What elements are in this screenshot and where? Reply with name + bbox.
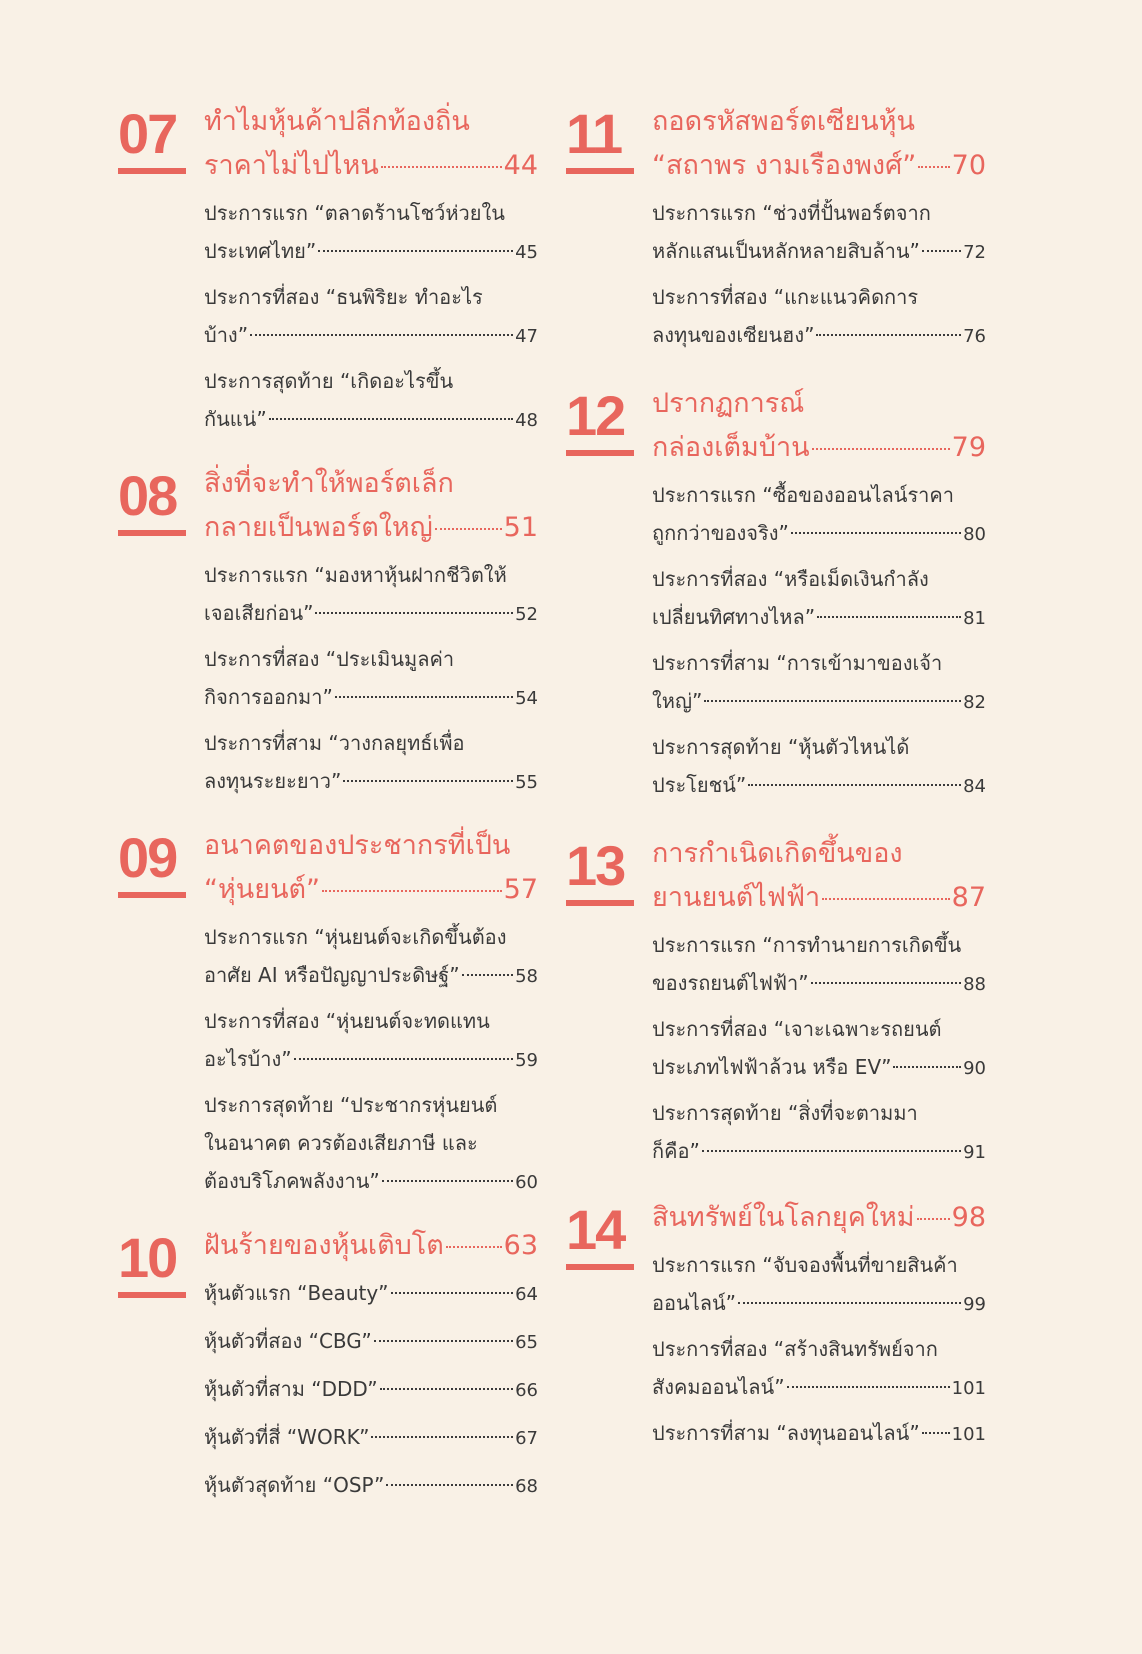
chapter-title-page-number: 79 (951, 432, 986, 463)
toc-entry-last-line (652, 766, 986, 806)
leader-dots (817, 616, 961, 618)
toc-entry-line: ในอนาคต ควรต้องเสียภาษี และ (204, 1131, 478, 1155)
toc-entry-page-number: 91 (963, 1142, 986, 1163)
toc-entry-line: ประการที่สอง “แกะแนวคิดการ (652, 285, 919, 309)
toc-entry[interactable] (204, 1466, 538, 1506)
chapter-title-last-line (652, 876, 986, 920)
toc-entry-text: หลักแสนเป็นหลักหลายสิบล้าน” (652, 239, 920, 263)
toc-entry-line: ประการที่สอง “หรือเม็ดเงินกำลัง (652, 567, 929, 591)
toc-entry-page-number: 47 (515, 326, 538, 347)
leader-dots (382, 1180, 513, 1182)
leader-dots (446, 1246, 502, 1248)
section-list (204, 918, 538, 1202)
toc-entry-text: ประโยชน์” (652, 773, 747, 797)
toc-entry[interactable] (652, 1330, 986, 1408)
chapter-title-last-line (652, 426, 986, 470)
chapter-number: 10 (118, 1230, 186, 1298)
chapter-11[interactable] (566, 100, 986, 356)
leader-dots (816, 334, 961, 336)
toc-entry-last-line (652, 598, 986, 638)
toc-entry[interactable] (204, 362, 538, 440)
toc-entry-page-number: 81 (963, 608, 986, 629)
chapter-07[interactable] (118, 100, 538, 440)
leader-dots (269, 418, 513, 420)
toc-entry-text: กันแน่” (204, 407, 267, 431)
chapter-title-text: “หุ่นยนต์” (204, 874, 321, 905)
toc-entry-last-line (204, 1418, 538, 1458)
chapter-title-last-line (204, 1224, 538, 1268)
toc-entry-line: ประการสุดท้าย “ประชากรหุ่นยนต์ (204, 1093, 498, 1117)
toc-entry-text: ถูกกว่าของจริง” (652, 521, 789, 545)
toc-entry-last-line (652, 682, 986, 722)
leader-dots (462, 974, 513, 976)
toc-entry-text: บ้าง” (204, 323, 249, 347)
toc-entry-page-number: 88 (963, 974, 986, 995)
chapter-number: 13 (566, 838, 634, 906)
toc-entry-page-number: 45 (515, 242, 538, 263)
toc-entry-line: ประการแรก “ช่วงที่ปั้นพอร์ตจาก (652, 201, 931, 225)
chapter-title-page-number: 44 (503, 150, 538, 181)
toc-entry-page-number: 48 (515, 410, 538, 431)
toc-entry-text: ออนไลน์” (652, 1291, 737, 1315)
toc-entry-text: ของรถยนต์ไฟฟ้า” (652, 971, 809, 995)
toc-entry-page-number: 58 (515, 966, 538, 987)
toc-entry[interactable] (204, 278, 538, 356)
section-list (204, 556, 538, 802)
chapter-title-text: “สถาพร งามเรืองพงศ์” (652, 150, 917, 181)
leader-dots (322, 890, 502, 892)
chapter-number: 12 (566, 388, 634, 456)
section-list (652, 1246, 986, 1454)
toc-entry-text: หุ้นตัวที่สาม “DDD” (204, 1377, 378, 1401)
toc-entry-page-number: 101 (951, 1378, 986, 1399)
toc-entry-line: ประการสุดท้าย “เกิดอะไรขึ้น (204, 369, 454, 393)
leader-dots (386, 1484, 513, 1486)
toc-entry-last-line (204, 1162, 538, 1202)
chapter-title-last-line (652, 1196, 986, 1240)
chapter-title-page-number: 51 (503, 512, 538, 543)
chapter-title-last-line (652, 144, 986, 188)
toc-entry-text: ประเทศไทย” (204, 239, 317, 263)
toc-entry[interactable] (652, 194, 986, 272)
chapter-09[interactable] (118, 824, 538, 1202)
toc-entry-line: ประการสุดท้าย “หุ้นตัวไหนได้ (652, 735, 910, 759)
chapter-title-last-line (204, 868, 538, 912)
section-list (652, 194, 986, 356)
chapter-title-line: การกำเนิดเกิดขึ้นของ (652, 838, 903, 869)
chapter-title[interactable] (652, 382, 986, 470)
toc-entry-text: อาศัย AI หรือปัญญาประดิษฐ์” (204, 963, 460, 987)
toc-entry[interactable] (652, 728, 986, 806)
chapter-title[interactable] (204, 1224, 538, 1268)
toc-entry-page-number: 65 (515, 1332, 538, 1353)
toc-entry[interactable] (204, 1086, 538, 1202)
leader-dots (811, 982, 961, 984)
toc-entry-last-line (652, 1368, 986, 1408)
toc-entry-text: ต้องบริโภคพลังงาน” (204, 1169, 380, 1193)
leader-dots (250, 334, 513, 336)
toc-entry-last-line (204, 762, 538, 802)
toc-entry-text: หุ้นตัวที่สอง “CBG” (204, 1329, 372, 1353)
chapter-title[interactable] (652, 832, 986, 920)
toc-entry-line: ประการที่สาม “วางกลยุทธ์เพื่อ (204, 731, 465, 755)
chapter-title-text: ราคาไม่ไปไหน (204, 150, 379, 181)
toc-entry[interactable] (652, 560, 986, 638)
chapter-title-page-number: 57 (503, 874, 538, 905)
toc-entry-text: เปลี่ยนทิศทางไหล” (652, 605, 816, 629)
toc-entry[interactable] (204, 1002, 538, 1080)
toc-entry-line: ประการที่สอง “เจาะเฉพาะรถยนต์ (652, 1017, 942, 1041)
chapter-title-line: อนาคตของประชากรที่เป็น (204, 830, 511, 861)
toc-entry-text: ประเภทไฟฟ้าล้วน หรือ EV” (652, 1055, 892, 1079)
leader-dots (893, 1066, 961, 1068)
toc-entry-last-line (204, 1466, 538, 1506)
chapter-title-page-number: 98 (951, 1202, 986, 1233)
chapter-title-page-number: 63 (503, 1230, 538, 1261)
toc-entry-page-number: 99 (963, 1294, 986, 1315)
toc-column-right (566, 100, 986, 1460)
toc-entry-last-line (652, 1132, 986, 1172)
leader-dots (294, 1058, 513, 1060)
leader-dots (435, 528, 502, 530)
toc-entry-page-number: 54 (515, 688, 538, 709)
toc-entry-last-line (204, 1040, 538, 1080)
chapter-title[interactable] (652, 1196, 986, 1240)
chapter-title[interactable] (204, 100, 538, 188)
chapter-title-line: ทำไมหุ้นค้าปลีกท้องถิ่น (204, 106, 470, 137)
leader-dots (318, 250, 513, 252)
toc-entry-page-number: 59 (515, 1050, 538, 1071)
toc-entry-text: หุ้นตัวสุดท้าย “OSP” (204, 1473, 385, 1497)
toc-entry[interactable] (204, 1274, 538, 1314)
chapter-title-line: สิ่งที่จะทำให้พอร์ตเล็ก (204, 468, 454, 499)
leader-dots (918, 166, 949, 168)
toc-entry[interactable] (652, 1414, 986, 1454)
chapter-13[interactable] (566, 832, 986, 1172)
chapter-title[interactable] (204, 462, 538, 550)
toc-entry-last-line (652, 316, 986, 356)
leader-dots (343, 780, 513, 782)
toc-entry-last-line (204, 678, 538, 718)
section-list (204, 194, 538, 440)
toc-entry-last-line (652, 1284, 986, 1324)
toc-entry[interactable] (204, 556, 538, 634)
toc-entry[interactable] (652, 278, 986, 356)
chapter-10[interactable] (118, 1224, 538, 1506)
leader-dots (704, 700, 961, 702)
toc-entry-text: ลงทุนระยะยาว” (204, 769, 342, 793)
toc-entry-line: ประการแรก “จับจองพื้นที่ขายสินค้า (652, 1253, 958, 1277)
chapter-number: 09 (118, 830, 186, 898)
toc-entry-page-number: 82 (963, 692, 986, 713)
toc-entry-last-line (204, 594, 538, 634)
toc-entry-line: ประการที่สอง “หุ่นยนต์จะทดแทน (204, 1009, 490, 1033)
toc-entry-line: ประการที่สอง “ธนพิริยะ ทำอะไร (204, 285, 483, 309)
toc-entry-last-line (652, 514, 986, 554)
toc-entry[interactable] (652, 476, 986, 554)
toc-entry-text: ก็คือ” (652, 1139, 700, 1163)
leader-dots (922, 250, 961, 252)
toc-entry-line: ประการแรก “การทำนายการเกิดขึ้น (652, 933, 962, 957)
chapter-08[interactable] (118, 462, 538, 802)
toc-entry-page-number: 52 (515, 604, 538, 625)
toc-entry-text: ลงทุนของเซียนฮง” (652, 323, 815, 347)
toc-entry-text: ใหญ่” (652, 689, 703, 713)
toc-entry[interactable] (204, 918, 538, 996)
toc-entry-last-line (204, 956, 538, 996)
toc-entry[interactable] (652, 1094, 986, 1172)
chapter-12[interactable] (566, 382, 986, 806)
leader-dots (922, 1432, 950, 1434)
chapter-title-text: กล่องเต็มบ้าน (652, 432, 810, 463)
chapter-title-last-line (204, 144, 538, 188)
toc-entry-page-number: 60 (515, 1172, 538, 1193)
toc-entry[interactable] (652, 926, 986, 1004)
toc-entry-line: ประการที่สาม “การเข้ามาของเจ้า (652, 651, 943, 675)
leader-dots (315, 612, 513, 614)
toc-entry[interactable] (652, 1010, 986, 1088)
toc-entry-text: ประการที่สาม “ลงทุนออนไลน์” (652, 1421, 920, 1445)
toc-entry-last-line (204, 1370, 538, 1410)
toc-entry-line: ประการแรก “ตลาดร้านโชว์ห่วยใน (204, 201, 505, 225)
toc-entry-last-line (652, 232, 986, 272)
leader-dots (812, 448, 950, 450)
toc-entry-page-number: 68 (515, 1476, 538, 1497)
chapter-number: 08 (118, 468, 186, 536)
toc-entry-page-number: 84 (963, 776, 986, 797)
toc-entry-page-number: 90 (963, 1058, 986, 1079)
toc-entry-last-line (652, 964, 986, 1004)
toc-entry[interactable] (652, 644, 986, 722)
toc-entry-line: ประการที่สอง “สร้างสินทรัพย์จาก (652, 1337, 938, 1361)
chapter-title-line: ถอดรหัสพอร์ตเซียนหุ้น (652, 106, 916, 137)
chapter-title-last-line (204, 506, 538, 550)
toc-entry-text: หุ้นตัวที่สี่ “WORK” (204, 1425, 370, 1449)
toc-entry-text: เจอเสียก่อน” (204, 601, 314, 625)
toc-entry[interactable] (204, 1418, 538, 1458)
chapter-14[interactable] (566, 1196, 986, 1454)
toc-entry-last-line (652, 1414, 986, 1454)
leader-dots (381, 166, 502, 168)
toc-entry-line: ประการสุดท้าย “สิ่งที่จะตามมา (652, 1101, 918, 1125)
toc-entry-last-line (204, 400, 538, 440)
toc-entry-text: กิจการออกมา” (204, 685, 333, 709)
toc-entry[interactable] (204, 194, 538, 272)
toc-entry-text: สังคมออนไลน์” (652, 1375, 785, 1399)
chapter-title-text: ยานยนต์ไฟฟ้า (652, 882, 821, 913)
chapter-number: 11 (566, 106, 634, 174)
chapter-title[interactable] (652, 100, 986, 188)
leader-dots (380, 1388, 513, 1390)
toc-entry-page-number: 64 (515, 1284, 538, 1305)
toc-entry-line: ประการที่สอง “ประเมินมูลค่า (204, 647, 455, 671)
chapter-title-text: กลายเป็นพอร์ตใหญ่ (204, 512, 433, 543)
toc-entry-text: อะไรบ้าง” (204, 1047, 292, 1071)
section-list (204, 1274, 538, 1506)
chapter-title-page-number: 87 (951, 882, 986, 913)
chapter-number: 07 (118, 106, 186, 174)
toc-entry-page-number: 76 (963, 326, 986, 347)
chapter-number: 14 (566, 1202, 634, 1270)
toc-entry-last-line (204, 1274, 538, 1314)
toc-entry-page-number: 72 (963, 242, 986, 263)
toc-entry-text: หุ้นตัวแรก “Beauty” (204, 1281, 389, 1305)
chapter-title-line: ปรากฏการณ์ (652, 388, 805, 419)
toc-entry[interactable] (204, 724, 538, 802)
toc-entry-last-line (204, 232, 538, 272)
leader-dots (335, 696, 513, 698)
leader-dots (738, 1302, 961, 1304)
leader-dots (791, 532, 961, 534)
chapter-title-page-number: 70 (951, 150, 986, 181)
section-list (652, 926, 986, 1172)
toc-entry[interactable] (204, 1322, 538, 1362)
chapter-title-text: สินทรัพย์ในโลกยุคใหม่ (652, 1202, 915, 1233)
chapter-title-text: ฝันร้ายของหุ้นเติบโต (204, 1230, 444, 1261)
toc-entry-last-line (204, 1322, 538, 1362)
leader-dots (371, 1436, 513, 1438)
toc-entry-line: ประการแรก “ซื้อของออนไลน์ราคา (652, 483, 955, 507)
leader-dots (374, 1340, 513, 1342)
leader-dots (391, 1292, 514, 1294)
toc-entry[interactable] (204, 1370, 538, 1410)
toc-entry-page-number: 66 (515, 1380, 538, 1401)
leader-dots (748, 784, 961, 786)
toc-entry-last-line (204, 316, 538, 356)
toc-column-left (118, 100, 538, 1514)
leader-dots (702, 1150, 961, 1152)
chapter-title[interactable] (204, 824, 538, 912)
toc-entry-page-number: 101 (951, 1424, 986, 1445)
toc-entry-page-number: 80 (963, 524, 986, 545)
toc-entry-line: ประการแรก “หุ่นยนต์จะเกิดขึ้นต้อง (204, 925, 507, 949)
leader-dots (787, 1386, 950, 1388)
toc-entry-page-number: 67 (515, 1428, 538, 1449)
leader-dots (917, 1218, 950, 1220)
toc-entry[interactable] (652, 1246, 986, 1324)
section-list (652, 476, 986, 806)
toc-entry-last-line (652, 1048, 986, 1088)
leader-dots (822, 898, 949, 900)
toc-entry-page-number: 55 (515, 772, 538, 793)
toc-entry-line: ประการแรก “มองหาหุ้นฝากชีวิตให้ (204, 563, 507, 587)
toc-entry[interactable] (204, 640, 538, 718)
